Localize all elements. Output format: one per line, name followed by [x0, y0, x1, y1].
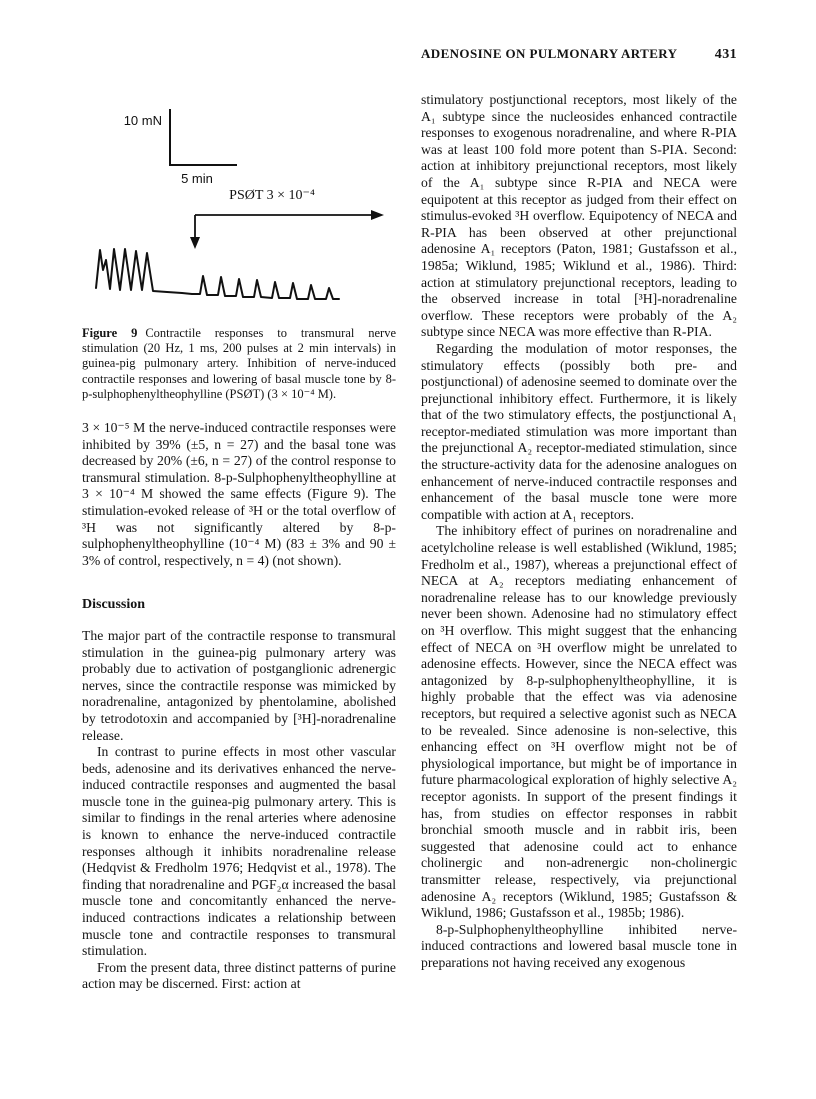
right-paragraph-3: The inhibitory effect of purines on noradrenaline and acetylcholine release is well established (Wiklund, 1985; Fredholm et al., 1987), whereas a prejunctional effect of NECA at A₂ receptors mediating enhancement of noradrenaline release has to our knowledge previously never been shown. Adenosine had no stimulatory effect on ³H overflow. This might suggest that the enhancing effect of NECA on ³H overflow might be unrelated to adenosine effects. However, since the NECA effect was antagonized by 8-p-sulphophenyltheophylline, it is highly probable that the effect was via adenosine receptors, but required a selective agonist such as NECA to be revealed. Since adenosine is non-selective, this enhancing effect on ³H overflow might not be of physiological importance, but might be of importance in future pharmacological exploration of highly selective A₂ receptor agonists. In support of the present findings it has, from studies on effector responses in rabbit bronchial smooth muscle and in rabbit iris, been suggested that adenosine could act to enhance cholinergic and non-adrenergic non-cholinergic transmitter release, respectively, via prejunctional adenosine A₂ receptors (Wiklund, 1985; Gustafsson & Wiklund, 1986; Gustafsson et al., 1985b; 1986).	[421, 523, 737, 921]
figure-caption-text: Contractile responses to transmural nerve stimulation (20 Hz, 1 ms, 200 pulses at 2 min intervals) in guinea-pig pulmonary artery. Inhibition of nerve-induced contractile responses and lowering of basal muscle tone by 8-p-sulphophenyltheophylline (PSØT) (3 × 10⁻⁴ M).	[82, 326, 396, 401]
discussion-paragraph-2: In contrast to purine effects in most other vascular beds, adenosine and its derivatives enhanced the nerve-induced contractile responses and augmented the basal muscle tone in the guinea-pig pulmonary artery. This is similar to findings in the renal arteries where adenosine is known to enhance the nerve-induced contractile responses although it inhibits noradrenaline release (Hedqvist & Fredholm 1976; Hedqvist et al., 1978). The finding that noradrenaline and PGF₂α increased the basal muscle tone and concomitantly enhanced the nerve-induced contractions indicates a relationship between muscle tone and contractile responses to transmural stimulation.	[82, 744, 396, 959]
right-paragraph-1: stimulatory postjunctional receptors, most likely of the A₁ subtype since the nucleosides enhanced contractile responses to exogenous noradrenaline, and where R-PIA was at least 100 fold more potent than S-PIA. Second: action at inhibitory prejunctional receptors, most likely of the A₁ subtype since R-PIA and NECA were equipotent at this receptor as judged from their effect on stimulus-evoked ³H overflow. Equipotency of NECA and R-PIA has been observed at other prejunctional adenosine A₁ receptors (Paton, 1981; Gustafsson et al., 1985a; Wiklund, 1985; Wiklund et al., 1986). Third: action at stimulatory prejunctional receptors, leading to the observed increase in total [³H]-noradrenaline overflow. These receptors were probably of the A₂ subtype since NECA was more effective than R-PIA.	[421, 92, 737, 340]
x-scale-label: 5 min	[181, 171, 213, 186]
discussion-paragraph-1: The major part of the contractile response to transmural stimulation in the guinea-pig pulmonary artery was probably due to activation of postganglionic adrenergic nerves, since the contractile response was mimicked by noradrenaline, antagonized by phentolamine, abolished by tetrodotoxin and accompanied by [³H]-noradrenaline release.	[82, 627, 396, 743]
right-paragraph-4: 8-p-Sulphophenyltheophylline inhibited nerve-induced contractions and lowered basal muscle tone in preparations not having received any exogenous	[421, 921, 737, 970]
right-column	[421, 92, 737, 971]
down-arrowhead-icon	[190, 237, 200, 249]
figure-9	[82, 92, 396, 402]
discussion-paragraph-3: From the present data, three distinct patterns of purine action may be discerned. First: action at	[82, 959, 396, 992]
figure-trace-plot	[82, 92, 396, 314]
left-column	[82, 92, 396, 993]
discussion-heading: Discussion	[82, 597, 146, 613]
right-paragraph-2: Regarding the modulation of motor responses, the stimulatory effects (possibly both pre- and postjunctional) of adenosine seemed to dominate over the prejunctional inhibitory effect. Furthermore, it is likely that of the two stimulatory effects, the postjunctional A₁ receptor-mediated stimulation was more important than the prejunctional A₂ receptor-mediated stimulation, since the structure-activity data for the adenosine analogues on enhancement of nerve-induced contractile responses and enhancement of the basal muscle tone were more compatible with action at A₁ receptors.	[421, 340, 737, 522]
scale-bars	[170, 109, 237, 165]
right-arrowhead-icon	[371, 210, 384, 220]
recording-trace	[96, 249, 339, 299]
figure-caption	[82, 326, 396, 402]
page-number: 431	[714, 47, 737, 62]
running-head	[421, 46, 737, 63]
y-scale-label: 10 mN	[123, 113, 162, 128]
figure-caption-label: Figure 9	[82, 326, 138, 340]
treatment-label: PSØT 3 × 10⁻⁴	[229, 188, 315, 203]
results-paragraph: 3 × 10⁻⁵ M the nerve-induced contractile responses were inhibited by 39% (±5, n = 27) and the basal tone was decreased by 20% (±6, n = 27) of the control response to transmural stimulation. 8-p-Sulphophenyltheophylline at 3 × 10⁻⁴ M showed the same effects (Figure 9). The stimulation-evoked release of ³H or the total overflow of ³H was not significantly altered by 8-p-sulphophenyltheophylline (10⁻⁴ M) (83 ± 3% and 90 ± 3% of control, respectively, n = 4) (not shown).	[82, 420, 396, 568]
running-title: ADENOSINE ON PULMONARY ARTERY	[421, 46, 678, 61]
